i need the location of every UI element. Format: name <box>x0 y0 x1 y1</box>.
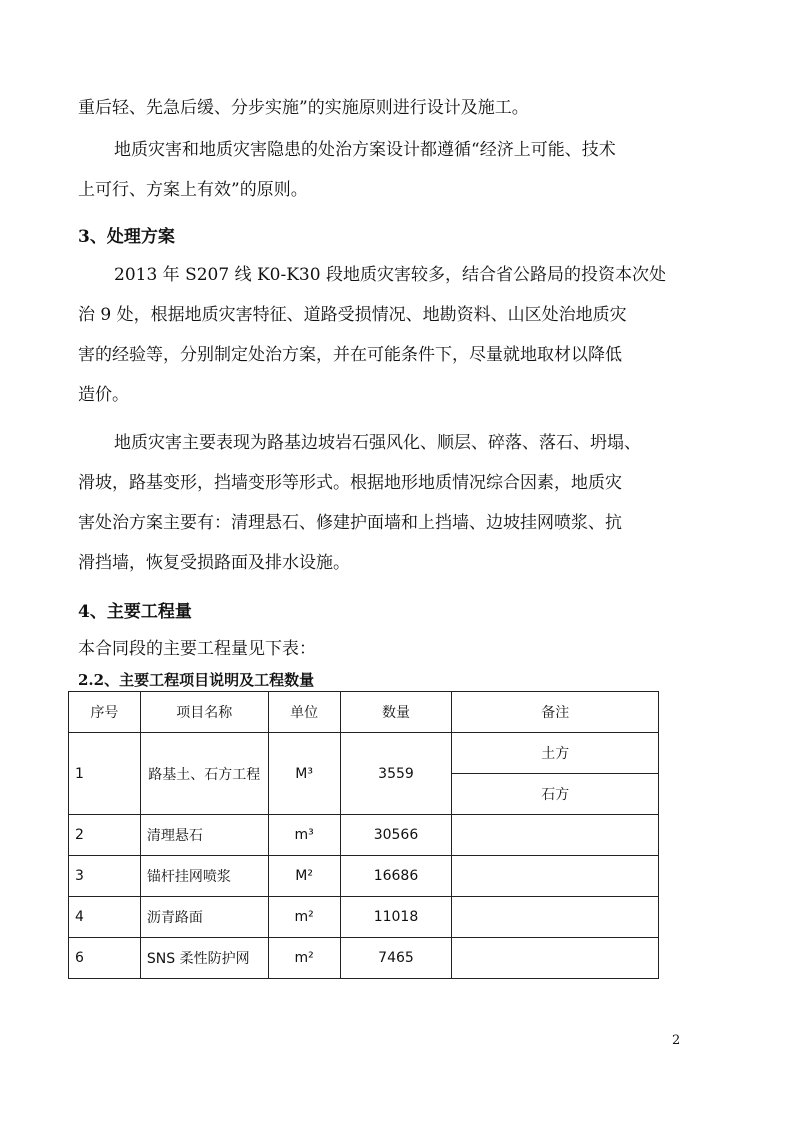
header-quantity: 数量 <box>340 692 452 733</box>
cell-no: 2 <box>69 815 141 856</box>
cell-unit: M² <box>268 856 340 897</box>
table-header-row <box>69 692 659 733</box>
section-heading-3: 3、处理方案 <box>78 227 175 247</box>
section-heading-4: 4、主要工程量 <box>78 602 192 622</box>
header-note: 备注 <box>452 692 659 733</box>
quantity-table <box>68 691 659 979</box>
cell-item-name: 沥青路面 <box>140 897 268 938</box>
text-line: 害处治方案主要有：清理悬石、修建护面墙和上挡墙、边坡挂网喷浆、抗 <box>78 513 622 533</box>
text-line: 2013 年 S207 线 K0-K30 段地质灾害较多，结合省公路局的投资本次处 <box>114 265 666 285</box>
text-line: 地质灾害主要表现为路基边坡岩石强风化、顺层、碎落、落石、坍塌、 <box>114 433 641 453</box>
cell-unit: m² <box>268 897 340 938</box>
cell-unit: M³ <box>268 733 340 815</box>
cell-quantity: 3559 <box>340 733 452 815</box>
cell-note-stone: 石方 <box>452 774 659 815</box>
cell-no: 3 <box>69 856 141 897</box>
cell-note <box>452 815 659 856</box>
table-row <box>69 815 659 856</box>
table-row <box>69 856 659 897</box>
header-no: 序号 <box>69 692 141 733</box>
table-caption: 2.2、主要工程项目说明及工程数量 <box>78 671 315 689</box>
cell-quantity: 16686 <box>340 856 452 897</box>
text-line: 滑挡墙，恢复受损路面及排水设施。 <box>78 553 350 573</box>
table-row <box>69 938 659 979</box>
header-item-name: 项目名称 <box>140 692 268 733</box>
paragraph-hazard-forms <box>78 423 718 583</box>
text-line: 治 9 处，根据地质灾害特征、道路受损情况、地勘资料、山区处治地质灾 <box>78 305 627 325</box>
header-unit: 单位 <box>268 692 340 733</box>
cell-quantity: 11018 <box>340 897 452 938</box>
paragraph-table-intro <box>78 629 718 669</box>
cell-item-name: 路基土、石方工程 <box>140 733 268 815</box>
cell-no: 1 <box>69 733 141 815</box>
cell-quantity: 30566 <box>340 815 452 856</box>
text-line: 害的经验等，分别制定处治方案，并在可能条件下，尽量就地取材以降低 <box>78 345 622 365</box>
text-line: 重后轻、先急后缓、分步实施”的实施原则进行设计及施工。 <box>78 98 529 118</box>
page-number: 2 <box>672 1033 681 1048</box>
cell-item-name: SNS 柔性防护网 <box>140 938 268 979</box>
cell-unit: m² <box>268 938 340 979</box>
text-line: 本合同段的主要工程量见下表： <box>78 639 316 659</box>
table-row <box>69 897 659 938</box>
paragraph-treatment-plan <box>78 255 718 415</box>
table-row <box>69 733 659 774</box>
cell-item-name: 锚杆挂网喷浆 <box>140 856 268 897</box>
cell-note <box>452 897 659 938</box>
cell-unit: m³ <box>268 815 340 856</box>
cell-note-earth: 土方 <box>452 733 659 774</box>
cell-quantity: 7465 <box>340 938 452 979</box>
cell-no: 6 <box>69 938 141 979</box>
text-line: 造价。 <box>78 385 129 405</box>
text-line: 地质灾害和地质灾害隐患的处治方案设计都遵循“经济上可能、技术 <box>114 140 616 160</box>
text-line: 滑坡，路基变形，挡墙变形等形式。根据地形地质情况综合因素，地质灾 <box>78 473 622 493</box>
cell-note <box>452 856 659 897</box>
cell-note <box>452 938 659 979</box>
cell-no: 4 <box>69 897 141 938</box>
paragraph-principle-end <box>78 88 718 128</box>
paragraph-design-principle <box>78 130 718 210</box>
cell-item-name: 清理悬石 <box>140 815 268 856</box>
text-line: 上可行、方案上有效”的原则。 <box>78 180 308 200</box>
